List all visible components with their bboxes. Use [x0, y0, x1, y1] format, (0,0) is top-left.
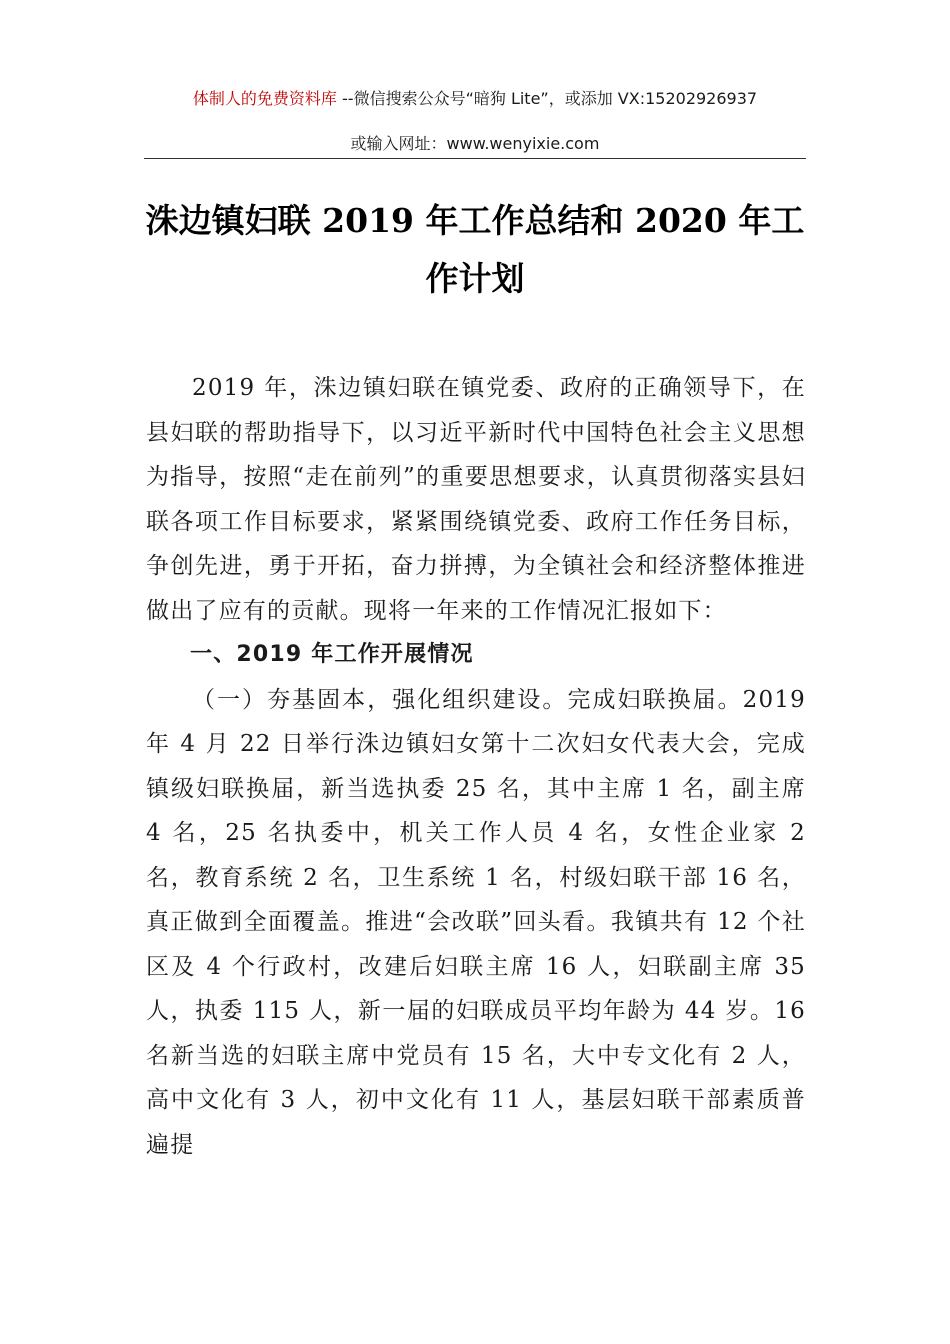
body-paragraph: （一）夯基固本，强化组织建设。完成妇联换届。2019 年 4 月 22 日举行洙边镇妇女第十二次妇女代表大会，完成镇级妇联换届，新当选执委 25 名，其中主席 1 名，副主席 4 名，25 名执委中，机关工作人员 4 名，女性企业家 2 名，教育系统 2 名，卫生系统 1 名，村级妇联干部 16 名，真正做到全面覆盖。推进“会改联”回头看。我镇共有 12 个社区及 4 个行政村，改建后妇联主席 16 人，妇联副主席 35 人，执委 115 人，新一届的妇联成员平均年龄为 44 岁。16 名新当选的妇联主席中党员有 15 名，大中专文化有 2 人，高中文化有 3 人，初中文化有 11 人，基层妇联干部素质普遍提 [146, 686, 806, 1158]
document-title: 洙边镇妇联 2019 年工作总结和 2020 年工作计划 [145, 201, 805, 298]
header-brand: 体制人的免费资料库 [192, 89, 337, 108]
section-heading: 一、2019 年工作开展情况 [190, 642, 474, 667]
intro-paragraph: 2019 年，洙边镇妇联在镇党委、政府的正确领导下，在县妇联的帮助指导下，以习近平新时代中国特色社会主义思想为指导，按照“走在前列”的重要思想要求，认真贯彻落实县妇联各项工作目标要求，紧紧围绕镇党委、政府工作任务目标，争创先进，勇于开拓，奋力拼搏，为全镇社会和经济整体推进做出了应有的贡献。现将一年来的工作情况汇报如下： [146, 375, 806, 624]
header-line-1 [0, 86, 950, 109]
document-body [146, 366, 806, 1167]
header-contact-text: --微信搜索公众号“暗狗 Lite”，或添加 VX:15202926937 [336, 89, 758, 108]
header-divider [144, 158, 806, 159]
header-website: 或输入网址：www.wenyixie.com [350, 134, 600, 153]
